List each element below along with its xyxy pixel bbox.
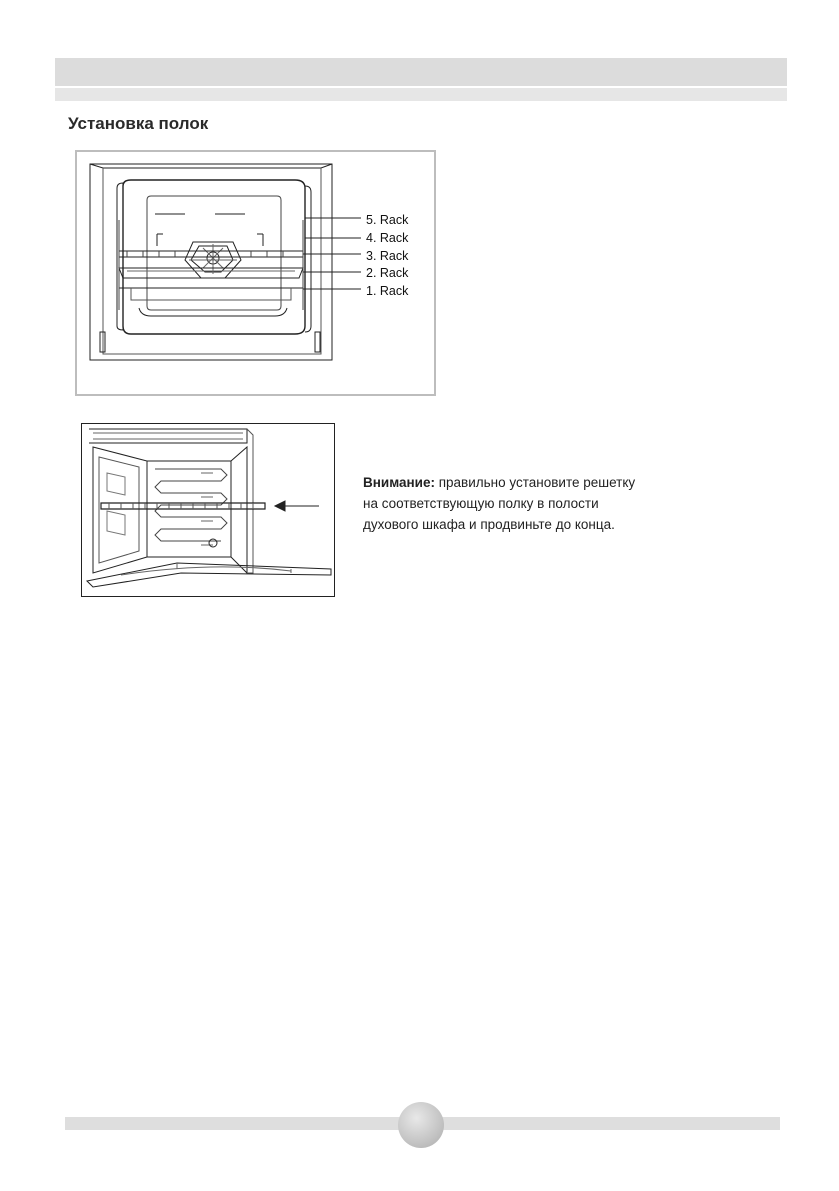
- attention-text: правильно установите решетку на соответствующую полку в полости духового шкафа и продвиньте до конца.: [363, 475, 636, 532]
- attention-label: Внимание:: [363, 475, 435, 490]
- rack-label-5: 5. Rack: [366, 213, 409, 227]
- header-band: [55, 58, 787, 86]
- rack-label-2: 2. Rack: [366, 266, 409, 280]
- oven-insertion-diagram: [81, 423, 335, 597]
- rack-label-1: 1. Rack: [366, 284, 409, 298]
- section-title: Установка полок: [68, 114, 209, 133]
- rack-label-4: 4. Rack: [366, 231, 409, 245]
- attention-note: [363, 472, 643, 535]
- header-stripe: [55, 88, 787, 101]
- page-number-circle: [398, 1102, 444, 1148]
- rack-label-3: 3. Rack: [366, 249, 409, 263]
